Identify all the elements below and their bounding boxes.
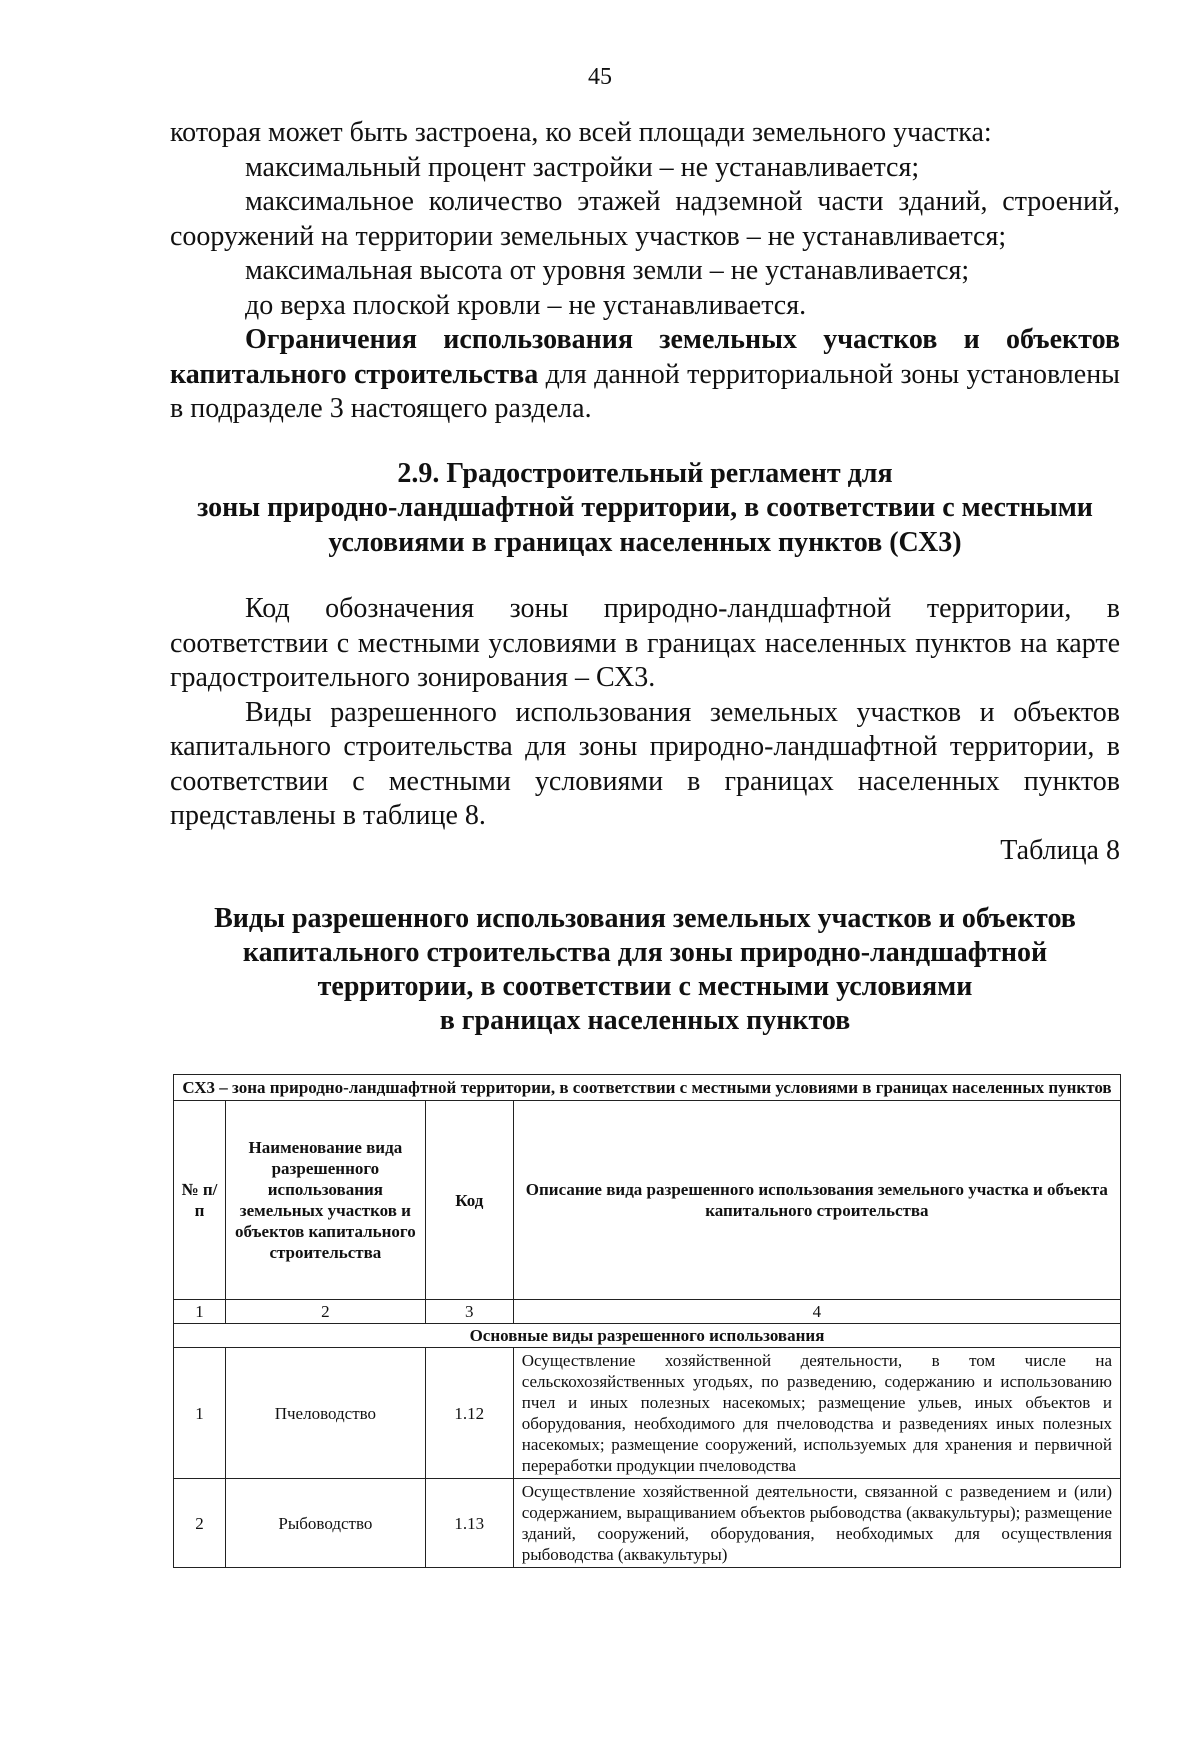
header-code: Код xyxy=(425,1101,513,1300)
table-title xyxy=(170,902,1120,1038)
table-row xyxy=(174,1348,1121,1479)
usage-table-wrapper xyxy=(173,1074,1121,1568)
header-num: № п/п xyxy=(174,1101,226,1300)
row-description: Осуществление хозяйственной деятельности, в том числе на сельскохозяйственных угодьях, по разведению, содержанию и использованию пчел и иных полезных насекомых; размещение ульев, иных объектов и оборудования, необходимого для пчеловодства и разведениях иных полезных насекомых; размещение сооружений, используемых для хранения и первичной переработки продукции пчеловодства xyxy=(513,1348,1120,1479)
row-description: Осуществление хозяйственной деятельности, связанной с разведением и (или) содержанием, выращиванием объектов рыбоводства (аквакультуры); размещение зданий, сооружений, оборудования, необходимых для осуществления рыбоводства (аквакультуры) xyxy=(513,1479,1120,1568)
paragraph-flat-roof: до верха плоской кровли – не устанавливается. xyxy=(245,289,807,321)
table-title-line-1: Виды разрешенного использования земельных участков и объектов xyxy=(214,903,1076,934)
table-title-line-2: капитального строительства для зоны природно-ландшафтной xyxy=(242,937,1048,968)
table-row xyxy=(174,1479,1121,1568)
paragraph-max-percent: максимальный процент застройки – не устанавливается; xyxy=(245,151,920,183)
column-number-2: 2 xyxy=(225,1300,425,1324)
row-code: 1.13 xyxy=(425,1479,513,1568)
spacer xyxy=(170,560,1120,592)
paragraph-zone-code: Код обозначения зоны природно-ландшафтной территории, в соответствии с местными условиями в границах населенных пунктов на карте градостроительного зонирования – СХ3. xyxy=(170,593,1120,693)
section-title-line-3: условиями в границах населенных пунктов (СХ3) xyxy=(328,526,962,558)
header-description: Описание вида разрешенного использования земельного участка и объекта капитального строительства xyxy=(513,1101,1120,1300)
column-number-3: 3 xyxy=(425,1300,513,1324)
section-row-main xyxy=(174,1324,1121,1348)
section-main-label: Основные виды разрешенного использования xyxy=(174,1324,1121,1348)
table-title-line-3: территории, в соответствии с местными условиями xyxy=(317,971,973,1002)
page-number: 45 xyxy=(588,64,612,90)
paragraph-continuation: которая может быть застроена, ко всей площади земельного участка: xyxy=(170,117,992,148)
zone-header-cell: СХ3 – зона природно-ландшафтной территории, в соответствии с местными условиями в границах населенных пунктов xyxy=(174,1075,1121,1101)
paragraph-usage-types: Виды разрешенного использования земельных участков и объектов капитального строительства для зоны природно-ландшафтной территории, в соответствии с местными условиями в границах населенных пунктов представлены в таблице 8. xyxy=(170,696,1120,831)
paragraph-max-floors: максимальное количество этажей надземной части зданий, строений, сооружений на территории земельных участков – не устанавливается; xyxy=(170,186,1120,252)
zone-header-row xyxy=(174,1075,1121,1101)
table-title-line-4: в границах населенных пунктов xyxy=(439,1005,851,1036)
table-label: Таблица 8 xyxy=(1000,834,1120,866)
row-name: Рыбоводство xyxy=(225,1479,425,1568)
column-number-row xyxy=(174,1300,1121,1324)
row-num: 1 xyxy=(174,1348,226,1479)
restrictions-rest-text: для данной территориальной зоны установлены в подразделе 3 настоящего раздела. xyxy=(170,358,1120,424)
column-header-row xyxy=(174,1101,1121,1300)
section-title-line-1: 2.9. Градостроительный регламент для xyxy=(397,457,893,489)
section-title xyxy=(170,457,1120,561)
section-title-line-2: зоны природно-ландшафтной территории, в соответствии с местными xyxy=(197,492,1093,523)
row-code: 1.12 xyxy=(425,1348,513,1479)
header-name: Наименование вида разрешенного использования земельных участков и объектов капитального строительства xyxy=(225,1101,425,1300)
column-number-4: 4 xyxy=(513,1300,1120,1324)
paragraph-max-height: максимальная высота от уровня земли – не устанавливается; xyxy=(245,255,970,286)
paragraph-restrictions xyxy=(170,323,1120,427)
row-num: 2 xyxy=(174,1479,226,1568)
restrictions-bold-text: Ограничения использования земельных участков и объектов капитального строительства xyxy=(170,324,1120,390)
text-content xyxy=(170,116,1120,1038)
column-number-1: 1 xyxy=(174,1300,226,1324)
usage-table xyxy=(173,1074,1121,1568)
row-name: Пчеловодство xyxy=(225,1348,425,1479)
